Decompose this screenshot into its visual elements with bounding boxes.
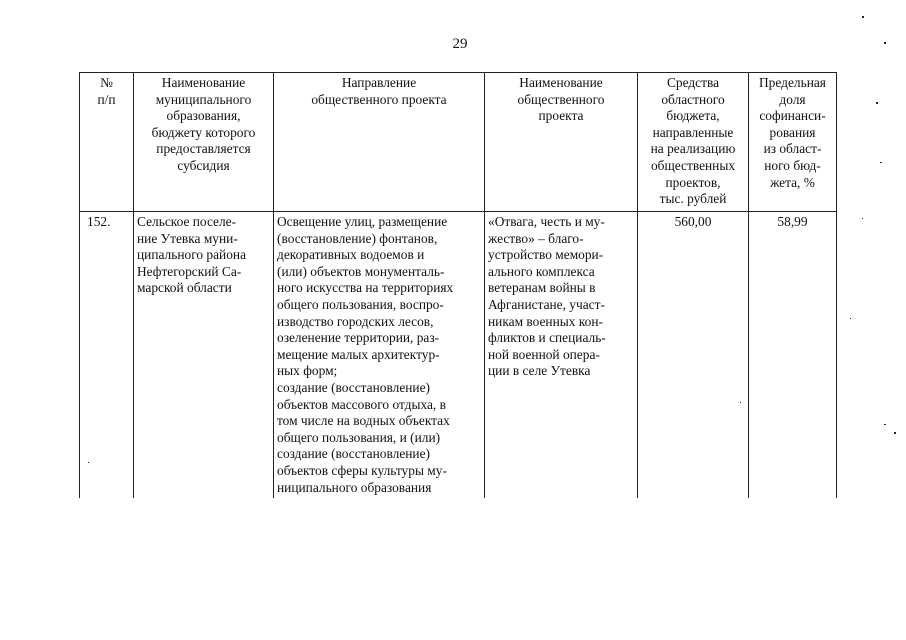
scan-speck — [876, 102, 878, 104]
header-funds: Средства областного бюджета, направленные на реализацию общественных проектов, тыс. рублей — [638, 73, 749, 212]
header-municipality: Наименование муниципального образования, бюджету которого предоставляется субсидия — [134, 73, 274, 212]
row-project-name: «Отвага, честь и му- жество» – благо- устройство мемори- ального комплекса ветеранам войны в Афганистане, участ- никам военных кон- фликтов и специаль- ной военной опера- ции в селе Утевка — [485, 212, 638, 499]
scan-speck — [88, 462, 89, 463]
header-share: Предельная доля софинанси- рования из област- ного бюд- жета, % — [749, 73, 837, 212]
table-row — [80, 212, 837, 499]
scan-speck — [894, 432, 896, 434]
row-direction: Освещение улиц, размещение (восстановление) фонтанов, декоративных водоемов и (или) объектов монументаль- ного искусства на территориях общего пользования, воспро- изводство городских лесов, озеленение территории, раз- мещение малых архитектур- ных форм; создание (восстановление) объектов массового отдыха, в том числе на водных объектах общего пользования, и (или) создание (восстановление) объектов сферы культуры му- ниципального образования — [274, 212, 485, 499]
scan-speck — [862, 218, 863, 219]
scan-speck — [862, 16, 864, 18]
row-share: 58,99 — [749, 212, 837, 499]
row-funds: 560,00 — [638, 212, 749, 499]
scan-speck — [850, 318, 851, 319]
header-direction: Направление общественного проекта — [274, 73, 485, 212]
page-number: 29 — [452, 36, 468, 52]
subsidy-table — [79, 72, 837, 498]
row-number: 152. — [80, 212, 134, 499]
scan-speck — [884, 42, 886, 44]
row-municipality: Сельское поселе- ние Утевка муни- ципального района Нефтегорский Са- марской области — [134, 212, 274, 499]
header-number: № п/п — [80, 73, 134, 212]
table-header-row — [80, 73, 837, 212]
header-project-name: Наименование общественного проекта — [485, 73, 638, 212]
scan-speck — [880, 162, 882, 163]
scan-speck — [740, 402, 741, 403]
scan-speck — [884, 424, 886, 425]
